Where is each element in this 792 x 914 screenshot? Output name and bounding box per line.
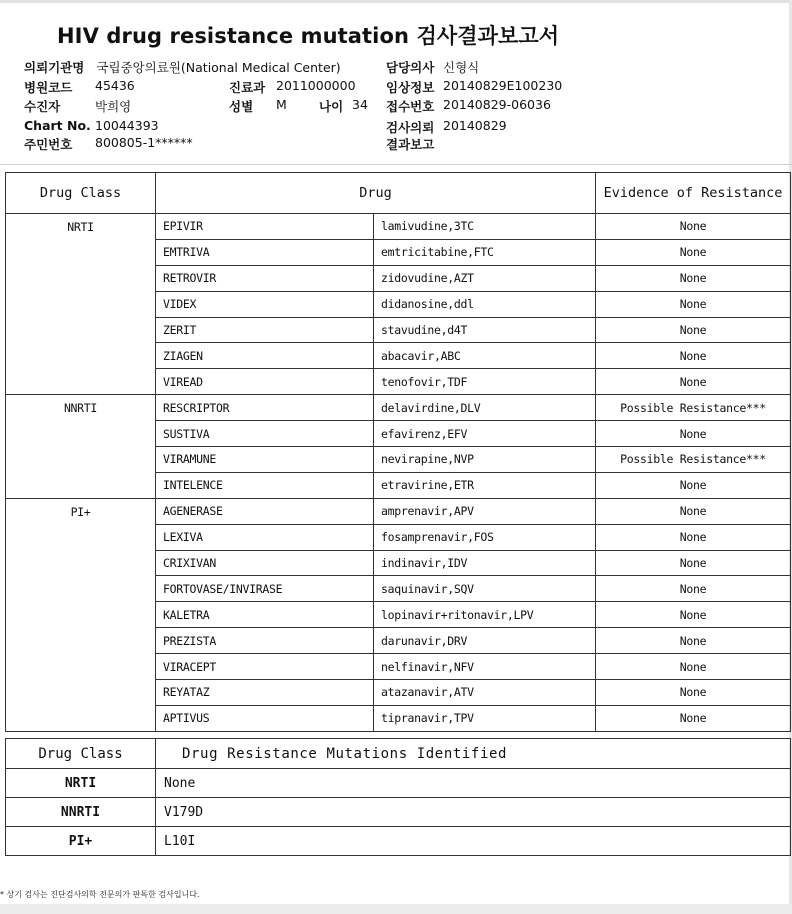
institution-field: 의뢰기관명 국립중앙의료원(National Medical Center)	[24, 60, 341, 75]
generic-name-cell: lamivudine,3TC	[374, 214, 596, 240]
drug-class-cell: NNRTI	[6, 395, 156, 499]
summary-row	[6, 798, 791, 827]
brand-name-cell: INTELENCE	[156, 472, 374, 498]
generic-name-cell: didanosine,ddl	[374, 291, 596, 317]
summary-drug-class: NRTI	[6, 769, 156, 798]
summary-drug-class: PI+	[6, 827, 156, 856]
brand-name-cell: KALETRA	[156, 602, 374, 628]
physician-value: 신형식	[443, 60, 480, 75]
evidence-cell: None	[596, 265, 791, 291]
evidence-cell: None	[596, 680, 791, 706]
clinical-info-value: 20140829E100230	[443, 78, 563, 93]
brand-name-cell: CRIXIVAN	[156, 550, 374, 576]
hospital-code-field: 병원코드 45436	[24, 78, 135, 95]
header-separator	[0, 164, 792, 165]
brand-name-cell: SUSTIVA	[156, 421, 374, 447]
generic-name-cell: emtricitabine,FTC	[374, 239, 596, 265]
evidence-cell: None	[596, 524, 791, 550]
receipt-no-value: 20140829-06036	[443, 97, 551, 112]
generic-name-cell: fosamprenavir,FOS	[374, 524, 596, 550]
test-request-field: 검사의뢰 20140829	[386, 118, 507, 135]
department-field: 진료과 2011000000	[229, 78, 356, 95]
generic-name-cell: darunavir,DRV	[374, 628, 596, 654]
department-value: 2011000000	[276, 78, 356, 93]
header-drug-class: Drug Class	[6, 173, 156, 214]
brand-name-cell: AGENERASE	[156, 498, 374, 524]
bottom-band	[0, 904, 792, 914]
summary-row	[6, 769, 791, 798]
generic-name-cell: amprenavir,APV	[374, 498, 596, 524]
evidence-cell: None	[596, 498, 791, 524]
evidence-cell: None	[596, 421, 791, 447]
receipt-no-field: 접수번호 20140829-06036	[386, 97, 551, 114]
evidence-cell: None	[596, 317, 791, 343]
evidence-cell: None	[596, 628, 791, 654]
brand-name-cell: EPIVIR	[156, 214, 374, 240]
summary-header-mutations: Drug Resistance Mutations Identified	[156, 739, 791, 769]
generic-name-cell: lopinavir+ritonavir,LPV	[374, 602, 596, 628]
generic-name-cell: tenofovir,TDF	[374, 369, 596, 395]
brand-name-cell: REYATAZ	[156, 680, 374, 706]
clinical-info-field: 임상정보 20140829E100230	[386, 78, 563, 95]
brand-name-cell: VIREAD	[156, 369, 374, 395]
generic-name-cell: delavirdine,DLV	[374, 395, 596, 421]
result-report-field: 결과보고	[386, 137, 435, 152]
evidence-cell: None	[596, 369, 791, 395]
drug-class-cell: PI+	[6, 498, 156, 731]
brand-name-cell: APTIVUS	[156, 705, 374, 731]
chart-no-field: Chart No. 10044393	[24, 118, 159, 133]
evidence-cell: None	[596, 239, 791, 265]
brand-name-cell: VIRACEPT	[156, 654, 374, 680]
drug-row	[6, 498, 791, 524]
brand-name-cell: RETROVIR	[156, 265, 374, 291]
report-title: HIV drug resistance mutation 검사결과보고서	[57, 24, 560, 48]
generic-name-cell: nelfinavir,NFV	[374, 654, 596, 680]
evidence-cell: None	[596, 654, 791, 680]
generic-name-cell: stavudine,d4T	[374, 317, 596, 343]
evidence-cell: None	[596, 343, 791, 369]
brand-name-cell: FORTOVASE/INVIRASE	[156, 576, 374, 602]
brand-name-cell: EMTRIVA	[156, 239, 374, 265]
generic-name-cell: etravirine,ETR	[374, 472, 596, 498]
hospital-code-value: 45436	[95, 78, 135, 93]
summary-header-row	[6, 739, 791, 769]
drug-class-cell: NRTI	[6, 214, 156, 395]
generic-name-cell: zidovudine,AZT	[374, 265, 596, 291]
top-border	[0, 0, 792, 3]
evidence-cell: None	[596, 705, 791, 731]
drug-row	[6, 214, 791, 240]
header-drug: Drug	[156, 173, 596, 214]
age-value: 34	[352, 97, 368, 112]
resistance-header-row	[6, 173, 791, 214]
generic-name-cell: abacavir,ABC	[374, 343, 596, 369]
brand-name-cell: PREZISTA	[156, 628, 374, 654]
evidence-cell: None	[596, 576, 791, 602]
evidence-cell: None	[596, 550, 791, 576]
brand-name-cell: VIRAMUNE	[156, 447, 374, 473]
chart-no-value: 10044393	[95, 118, 159, 133]
header-evidence: Evidence of Resistance	[596, 173, 791, 214]
evidence-cell: None	[596, 602, 791, 628]
brand-name-cell: LEXIVA	[156, 524, 374, 550]
generic-name-cell: nevirapine,NVP	[374, 447, 596, 473]
resident-no-value: 800805-1******	[95, 135, 193, 150]
resistance-table	[5, 172, 791, 732]
summary-mutations: L10I	[156, 827, 791, 856]
brand-name-cell: ZIAGEN	[156, 343, 374, 369]
brand-name-cell: RESCRIPTOR	[156, 395, 374, 421]
summary-header-drug-class: Drug Class	[6, 739, 156, 769]
generic-name-cell: tipranavir,TPV	[374, 705, 596, 731]
patient-name-field: 수진자 박희영	[24, 99, 132, 114]
resident-no-field: 주민번호 800805-1******	[24, 135, 193, 152]
generic-name-cell: saquinavir,SQV	[374, 576, 596, 602]
evidence-cell: Possible Resistance***	[596, 395, 791, 421]
evidence-cell: None	[596, 291, 791, 317]
age-field: 나이 34	[319, 97, 368, 114]
sex-field: 성별 M	[229, 97, 287, 114]
drug-row	[6, 395, 791, 421]
institution-value: 국립중앙의료원(National Medical Center)	[96, 60, 341, 75]
evidence-cell: Possible Resistance***	[596, 447, 791, 473]
summary-row	[6, 827, 791, 856]
generic-name-cell: efavirenz,EFV	[374, 421, 596, 447]
generic-name-cell: indinavir,IDV	[374, 550, 596, 576]
test-request-value: 20140829	[443, 118, 507, 133]
summary-mutations: None	[156, 769, 791, 798]
footnote: * 상기 검사는 진단검사의학 전문의가 판독한 검사입니다.	[0, 890, 200, 899]
summary-drug-class: NNRTI	[6, 798, 156, 827]
evidence-cell: None	[596, 472, 791, 498]
brand-name-cell: ZERIT	[156, 317, 374, 343]
evidence-cell: None	[596, 214, 791, 240]
brand-name-cell: VIDEX	[156, 291, 374, 317]
mutation-summary-table	[5, 738, 791, 856]
physician-field: 담당의사 신형식	[386, 60, 480, 75]
patient-name-value: 박희영	[95, 99, 132, 114]
sex-value: M	[276, 97, 287, 112]
generic-name-cell: atazanavir,ATV	[374, 680, 596, 706]
summary-mutations: V179D	[156, 798, 791, 827]
